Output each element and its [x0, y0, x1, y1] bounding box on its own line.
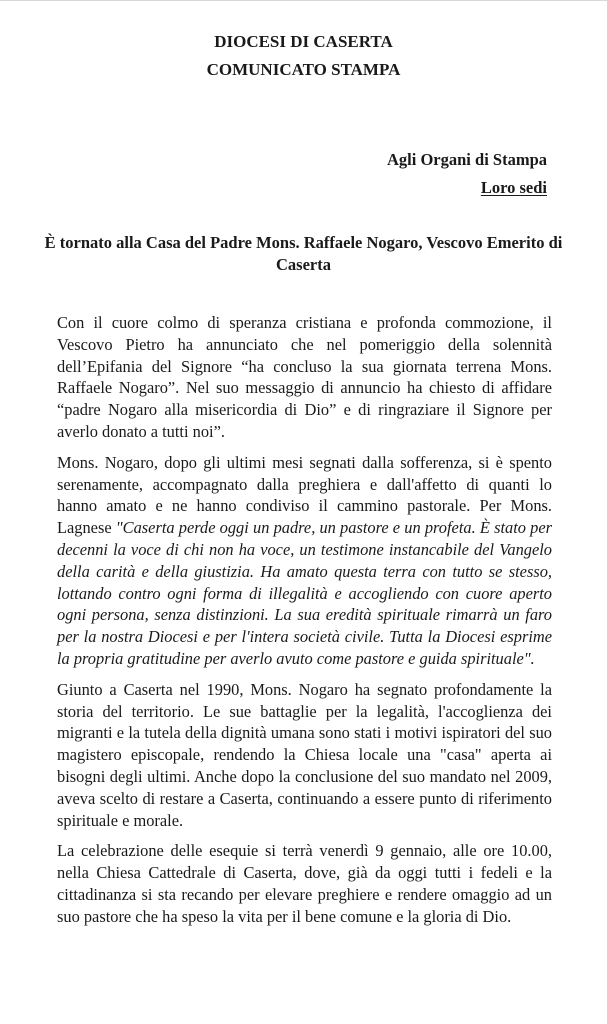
bishop-quote: "Caserta perde oggi un padre, un pastore e un profeta. È stato per decenni la voce di chi non ha voce, un testimone instancabile del Vangelo della carità e della giustizia. Ha amato questa terra con tutto se stesso, lottando contro ogni forma di illegalità e accogliendo con cuore aperto ogni persona, senza distinzioni. La sua eredità spirituale rimarrà un faro per la nostra Diocesi e per l'intera società civile. Tutta la Diocesi esprime la propria gratitudine per averlo avuto come pastore e guida spirituale".	[57, 518, 552, 668]
press-release-label: COMUNICATO STAMPA	[206, 60, 401, 79]
document-header	[0, 28, 607, 84]
recipient-locations: Loro sedi	[480, 178, 547, 197]
paragraph-announcement: Con il cuore colmo di speranza cristiana e profonda commozione, il Vescovo Pietro ha annunciato che nel pomeriggio della solennità dell’Epifania del Signore “ha concluso la sua giornata terrena Mons. Raffaele Nogaro”. Nel suo messaggio di annuncio ha chiesto di affidare “padre Nogaro alla misericordia di Dio” e di ringraziare il Signore per averlo donato a tutti noi”.	[57, 313, 552, 441]
recipients-block	[387, 146, 547, 202]
paragraph-funeral: La celebrazione delle esequie si terrà venerdì 9 gennaio, alle ore 10.00, nella Chiesa Cattedrale di Caserta, dove, già da oggi tutti i fedeli e la cittadinanza si sta recando per elevare preghiere e rendere omaggio ad un suo pastore che ha speso la vita per il bene comune e la gloria di Dio.	[57, 841, 552, 926]
top-divider	[0, 0, 607, 1]
tribute-intro: Mons. Nogaro, dopo gli ultimi mesi segnati dalla sofferenza, si è spento serenamente, accompagnato dalla preghiera e dall'affetto di quanti lo hanno amato e ne hanno condiviso il cammino pastorale. Per Mons. Lagnese	[57, 452, 552, 538]
paragraph-tribute	[57, 452, 552, 670]
press-release-body	[57, 312, 552, 937]
press-release-headline: È tornato alla Casa del Padre Mons. Raffaele Nogaro, Vescovo Emerito di Caserta	[44, 233, 563, 274]
recipient-press: Agli Organi di Stampa	[387, 150, 547, 169]
diocese-name: DIOCESI DI CASERTA	[214, 32, 393, 51]
paragraph-biography: Giunto a Caserta nel 1990, Mons. Nogaro ha segnato profondamente la storia del territorio. Le sue battaglie per la legalità, l'accoglienza dei migranti e la tutela della dignità umana sono stati i motivi ispiratori del suo magistero episcopale, rendendo la Chiesa locale una "casa" aperta ai bisogni degli ultimi. Anche dopo la conclusione del suo mandato nel 2009, aveva scelto di restare a Caserta, continuando a essere punto di riferimento spirituale e morale.	[57, 679, 552, 830]
